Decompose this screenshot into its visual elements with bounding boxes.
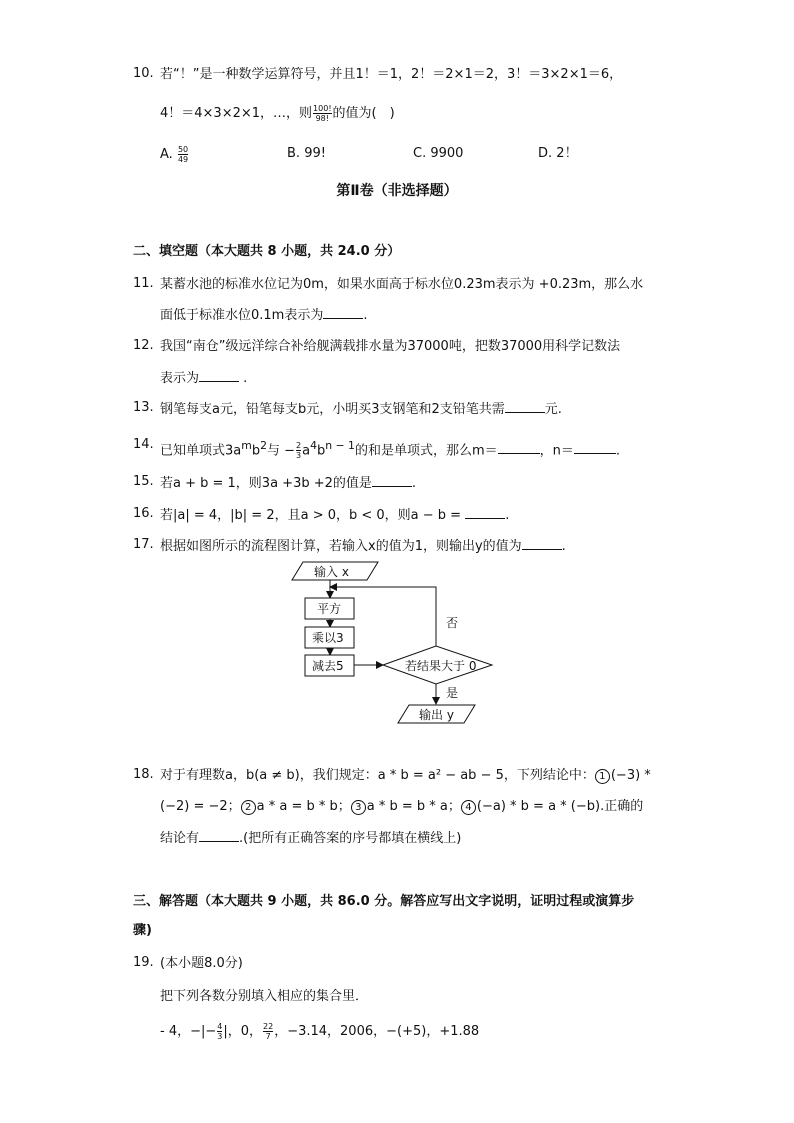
q16-end: . (505, 508, 510, 523)
q10-line1: 若“！”是一种数学运算符号，并且1！＝1，2！＝2×1＝2，3！＝3×2×1＝6， (160, 67, 623, 82)
q13-number: 13. (133, 400, 154, 415)
q18-line2 (160, 798, 643, 816)
flow-input-text: 输入 x (314, 565, 349, 579)
q18-circle-4: 4 (461, 800, 476, 815)
q14-n-blank[interactable] (574, 441, 616, 454)
q10-option-a (160, 145, 189, 164)
q17-text: 根据如图所示的流程图计算，若输入x的值为1，则输出y的值为 (160, 539, 522, 554)
q10-line2-end: 的值为( ) (332, 106, 395, 121)
q12-line1: 我国“南仓”级远洋综合补给舰满载排水量为37000吨，把数37000用科学记数法 (160, 339, 621, 354)
q14-part-a: 已知单项式3a (160, 443, 242, 459)
flow-step-square-text: 平方 (317, 602, 342, 616)
q18-line3-start: 结论有 (160, 831, 200, 846)
q19-frac-22-7 (263, 1022, 273, 1041)
section3-header-line1: 三、解答题（本大题共 9 小题，共 86.0 分。解答应写出文字说明，证明过程或演算步 (133, 894, 635, 909)
q19-frac1-den: 3 (217, 1032, 223, 1041)
option-c-text: 9900 (430, 146, 464, 161)
q17-line (160, 537, 566, 556)
section2-header: 二、填空题（本大题共 8 小题，共 24.0 分） (133, 244, 401, 259)
q18-item4: (−a) * b = a * (−b).正确的 (476, 799, 644, 814)
q18-line3 (160, 829, 461, 848)
q19-nums-a: - 4，−|− (160, 1024, 217, 1039)
option-b-text: 99! (304, 146, 326, 161)
flow-step-subtract-text: 减去5 (312, 659, 344, 673)
q19-nums-c: ，−3.14，2006，−(+5)，+1.88 (274, 1024, 480, 1039)
q14-line (160, 437, 620, 460)
q14-sup-2: 2 (260, 439, 267, 452)
q19-frac2-num: 22 (263, 1022, 274, 1031)
option-b-label: B. (287, 146, 301, 161)
q14-sup-n: n − 1 (325, 439, 355, 452)
q10-frac-den: 98! (313, 113, 331, 123)
q13-end: 元. (544, 402, 562, 417)
flow-no-label: 否 (446, 616, 459, 630)
q13-line (160, 400, 562, 419)
section3-header-line2: 骤) (133, 923, 152, 938)
q16-answer-blank[interactable] (465, 506, 505, 519)
q18-number: 18. (133, 767, 154, 782)
q10-line2-text: 4！＝4×3×2×1，…，则 (160, 106, 313, 121)
q18-circle-2: 2 (241, 800, 256, 815)
q18-circle-1: 1 (595, 769, 610, 784)
option-a-fraction (178, 145, 188, 164)
q18-circle-3: 3 (351, 800, 366, 815)
q10-frac-num: 100! (313, 104, 332, 113)
q13-text: 钢笔每支a元，铅笔每支b元，小明买3支钢笔和2支铅笔共需 (160, 402, 505, 417)
flow-yes-label: 是 (446, 686, 459, 700)
q18-answer-blank[interactable] (199, 829, 239, 842)
q18-item1: (−3) * (610, 768, 651, 783)
q16-number: 16. (133, 506, 154, 521)
q10-option-d (538, 145, 578, 163)
flow-output-text: 输出 y (419, 708, 454, 722)
q14-part-f: 的和是单项式，那么m＝ (354, 443, 498, 459)
flowchart (0, 555, 794, 735)
q18-line1 (160, 767, 651, 785)
q16-text: 若|a| = 4，|b| = 2，且a > 0，b < 0，则a − b = (160, 508, 462, 523)
q16-line (160, 506, 509, 525)
q15-answer-blank[interactable] (372, 474, 412, 487)
q11-line2-text: 面低于标准水位0.1m表示为 (160, 308, 324, 323)
q17-answer-blank[interactable] (522, 537, 562, 550)
q14-sup-m: m (241, 439, 252, 452)
q11-end: . (363, 308, 368, 323)
q14-number: 14. (133, 437, 154, 452)
q15-number: 15. (133, 474, 154, 489)
q12-line2 (160, 369, 247, 388)
q19-frac2-den: 7 (263, 1031, 273, 1041)
q17-number: 17. (133, 537, 154, 552)
q12-end: . (243, 371, 248, 386)
option-d-label: D. (538, 146, 553, 161)
option-a-label: A. (160, 147, 173, 162)
option-d-text: 2！ (556, 146, 578, 161)
part2-title: 第Ⅱ卷（非选择题） (336, 183, 458, 199)
q19-number: 19. (133, 955, 154, 970)
q10-fraction (313, 104, 331, 123)
q15-text: 若a + b = 1，则3a +3b +2的值是 (160, 476, 372, 491)
flow-decision-text: 若结果大于 0 (405, 659, 477, 673)
q11-answer-blank[interactable] (323, 306, 363, 319)
q14-frac-num: 2 (296, 441, 302, 451)
option-a-den: 49 (177, 155, 189, 164)
q11-line1: 某蓄水池的标准水位记为0m，如果水面高于标水位0.23m表示为 +0.23m，那么水 (160, 277, 644, 292)
q18-item3: a * b = b * a； (366, 799, 461, 814)
q14-fraction (296, 441, 301, 460)
q15-end: . (411, 476, 417, 491)
q10-line2 (160, 104, 395, 123)
q14-sup-4: 4 (310, 439, 317, 452)
flow-step-multiply-text: 乘以3 (312, 631, 344, 645)
q18-line3-end: .(把所有正确答案的序号都填在横线上) (239, 831, 462, 846)
q17-end: . (561, 539, 566, 554)
q14-frac-den: 3 (296, 451, 302, 461)
q10-option-b (287, 145, 326, 163)
q19-numbers (160, 1022, 479, 1041)
q10-option-c (413, 145, 463, 163)
option-c-label: C. (413, 146, 427, 161)
q14-end: . (615, 443, 620, 459)
q14-part-c: 与 − (266, 443, 295, 459)
q19-frac1-num: 4 (217, 1022, 223, 1031)
q19-instruction: 把下列各数分别填入相应的集合里． (160, 989, 369, 1004)
q19-nums-b: |，0， (223, 1024, 263, 1039)
q19-frac-4-3 (217, 1022, 222, 1041)
q18-line1-text: 对于有理数a，b(a ≠ b)，我们规定：a * b = a² − ab − 5，下列结论中： (160, 768, 595, 783)
q14-part-d: a (302, 443, 311, 459)
q15-line (160, 474, 416, 493)
q19-score: (本小题8.0分) (160, 956, 243, 971)
q14-m-blank[interactable] (498, 441, 540, 454)
q11-number: 11. (133, 276, 154, 291)
option-a-num: 50 (177, 145, 189, 154)
q14-part-e: b (316, 443, 326, 459)
q14-part-b: b (251, 443, 261, 459)
q12-number: 12. (133, 338, 154, 353)
q13-answer-blank[interactable] (505, 400, 545, 413)
q10-number: 10. (133, 66, 154, 81)
q18-line2-start: (−2) = −2； (160, 799, 241, 814)
q11-line2 (160, 306, 367, 325)
q14-part-g: ，n＝ (539, 443, 574, 459)
q12-answer-blank[interactable] (199, 369, 239, 382)
q12-line2-text: 表示为 (160, 371, 200, 386)
q18-item2: a * a = b * b； (256, 799, 351, 814)
